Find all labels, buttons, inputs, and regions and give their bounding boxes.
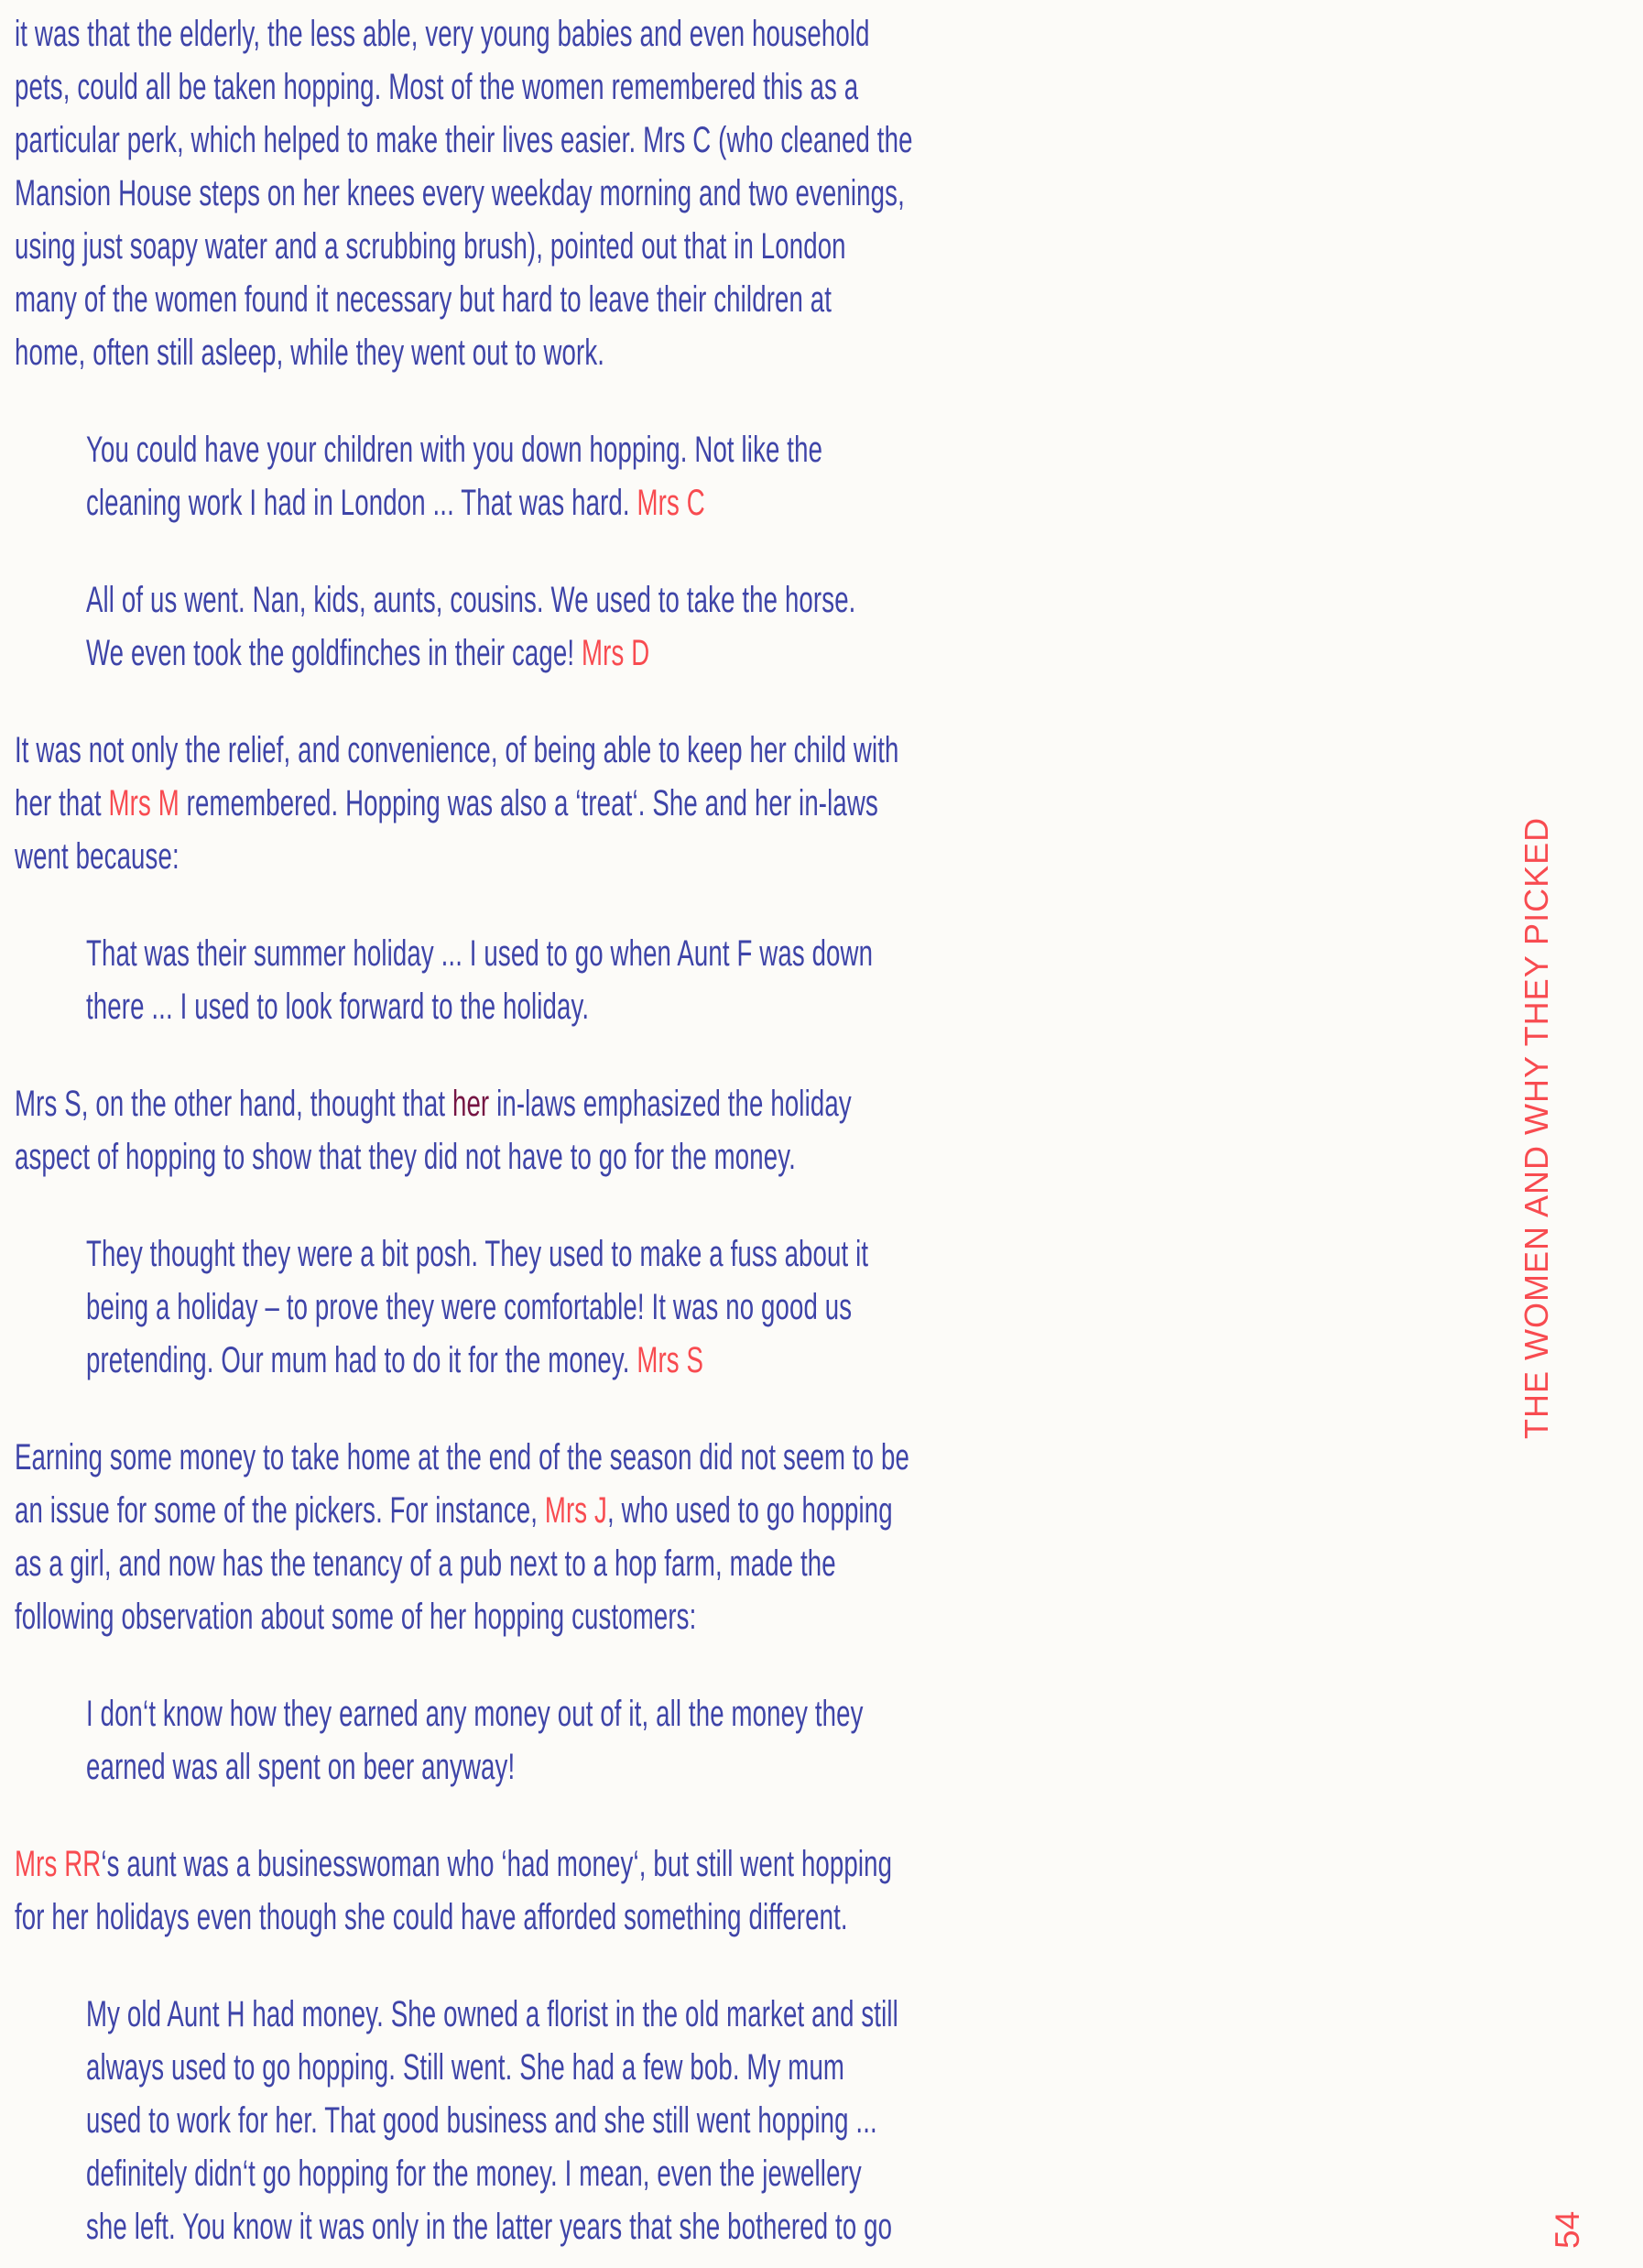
text-line	[15, 724, 919, 777]
text-segment: They thought they were a bit posh. They used to make a fuss about it	[85, 1234, 869, 1274]
quote-block	[15, 423, 919, 529]
text-segment: Mrs D	[581, 633, 650, 673]
text-line	[15, 1130, 919, 1183]
text-segment: Mrs S	[637, 1340, 704, 1380]
text-line	[15, 830, 919, 883]
text-segment: her	[452, 1084, 490, 1124]
text-line	[86, 1740, 919, 1794]
text-segment: Mrs M	[108, 783, 180, 823]
text-line	[86, 2041, 919, 2094]
text-segment: always used to go hopping. Still went. She had a few bob. My mum	[85, 2047, 845, 2088]
running-title-vertical-container	[1511, 816, 1562, 1439]
text-segment: following observation about some of her hopping customers:	[15, 1597, 697, 1637]
text-segment: pets, could all be taken hopping. Most of the women remembered this as a	[15, 67, 859, 107]
text-segment: being a holiday – to prove they were comfortable! It was no good us	[85, 1287, 853, 1327]
text-line	[15, 326, 919, 379]
text-segment: It was not only the relief, and convenience, of being able to keep her child with	[15, 730, 899, 770]
text-line	[86, 2094, 919, 2147]
text-segment: My old Aunt H had money. She owned a florist in the old market and still	[85, 1994, 898, 2034]
text-segment: particular perk, which helped to make their lives easier. Mrs C (who cleaned the	[15, 120, 913, 160]
text-line	[15, 7, 919, 60]
text-line	[86, 1227, 919, 1281]
text-segment: ‘s aunt was a businesswoman who ‘had money‘, but still went hopping	[101, 1844, 893, 1884]
text-line	[15, 114, 919, 167]
paragraph-block	[15, 1431, 919, 1643]
text-line	[86, 423, 919, 476]
text-segment: Earning some money to take home at the end of the season did not seem to be	[15, 1437, 909, 1477]
text-segment: used to work for her. That good business and she still went hopping ...	[85, 2100, 877, 2141]
text-line	[86, 927, 919, 980]
text-line	[15, 1837, 919, 1891]
text-segment: there ... I used to look forward to the holiday.	[85, 987, 590, 1027]
text-line	[86, 1687, 919, 1740]
main-text-column	[15, 7, 919, 2268]
text-segment: remembered. Hopping was also a ‘treat‘. She and her in-laws	[179, 783, 878, 823]
text-line	[86, 476, 919, 529]
text-line	[86, 573, 919, 627]
text-segment: Mansion House steps on her knees every weekday morning and two evenings,	[15, 173, 905, 213]
text-segment: All of us went. Nan, kids, aunts, cousins. We used to take the horse.	[85, 580, 856, 620]
text-segment: home, often still asleep, while they went out to work.	[15, 333, 605, 373]
text-line	[86, 980, 919, 1033]
text-line	[15, 1891, 919, 1944]
text-segment: Mrs C	[637, 483, 705, 523]
text-segment: aspect of hopping to show that they did not have to go for the money.	[15, 1137, 796, 1177]
text-segment: went because:	[15, 836, 180, 877]
text-segment: she left. You know it was only in the latter years that she bothered to go	[85, 2207, 893, 2247]
text-line	[15, 1077, 919, 1130]
text-segment: earned was all spent on beer anyway!	[85, 1747, 516, 1787]
text-line	[15, 220, 919, 273]
text-segment: definitely didn‘t go hopping for the money. I mean, even the jewellery	[85, 2154, 862, 2194]
text-line	[86, 2200, 919, 2253]
quote-block	[15, 1687, 919, 1794]
text-segment: for her holidays even though she could have afforded something different.	[15, 1897, 848, 1937]
text-line	[86, 2147, 919, 2200]
text-line	[15, 1431, 919, 1484]
text-segment: , who used to go hopping	[606, 1490, 893, 1531]
text-line	[15, 777, 919, 830]
text-segment: Mrs J	[544, 1490, 607, 1531]
text-segment: it was that the elderly, the less able, very young babies and even household	[15, 14, 870, 54]
text-line	[15, 1590, 919, 1643]
text-segment: We even took the goldfinches in their cage!	[85, 633, 582, 673]
quote-block	[15, 573, 919, 680]
text-segment: Mrs S, on the other hand, thought that	[15, 1084, 452, 1124]
text-segment: That was their summer holiday ... I used to go when Aunt F was down	[85, 933, 874, 974]
text-line	[15, 1484, 919, 1537]
text-segment: You could have your children with you down hopping. Not like the	[85, 430, 823, 470]
text-line	[86, 1334, 919, 1387]
text-line	[86, 1988, 919, 2041]
paragraph-block	[15, 7, 919, 379]
quote-block	[15, 1227, 919, 1387]
text-segment: I don‘t know how they earned any money out of it, all the money they	[85, 1694, 864, 1734]
text-segment: many of the women found it necessary but hard to leave their children at	[15, 279, 832, 320]
text-line	[15, 60, 919, 114]
text-segment: pretending. Our mum had to do it for the money.	[85, 1340, 637, 1380]
page-number: 54	[1549, 2210, 1586, 2249]
quote-block	[15, 927, 919, 1033]
text-segment: using just soapy water and a scrubbing brush), pointed out that in London	[15, 226, 846, 267]
text-line	[86, 1281, 919, 1334]
text-line	[15, 273, 919, 326]
text-line	[15, 167, 919, 220]
text-line	[15, 1537, 919, 1590]
text-segment: an issue for some of the pickers. For instance,	[15, 1490, 545, 1531]
quote-block	[15, 1988, 919, 2253]
paragraph-block	[15, 1837, 919, 1944]
text-segment: in-laws emphasized the holiday	[489, 1084, 852, 1124]
section-title-vertical: THE WOMEN AND WHY THEY PICKED	[1518, 816, 1555, 1439]
text-line	[86, 627, 919, 680]
paragraph-block	[15, 1077, 919, 1183]
text-segment: Mrs RR	[15, 1844, 102, 1884]
text-segment: as a girl, and now has the tenancy of a pub next to a hop farm, made the	[15, 1543, 836, 1584]
text-segment: her that	[15, 783, 109, 823]
text-segment: cleaning work I had in London ... That was hard.	[85, 483, 637, 523]
paragraph-block	[15, 724, 919, 883]
